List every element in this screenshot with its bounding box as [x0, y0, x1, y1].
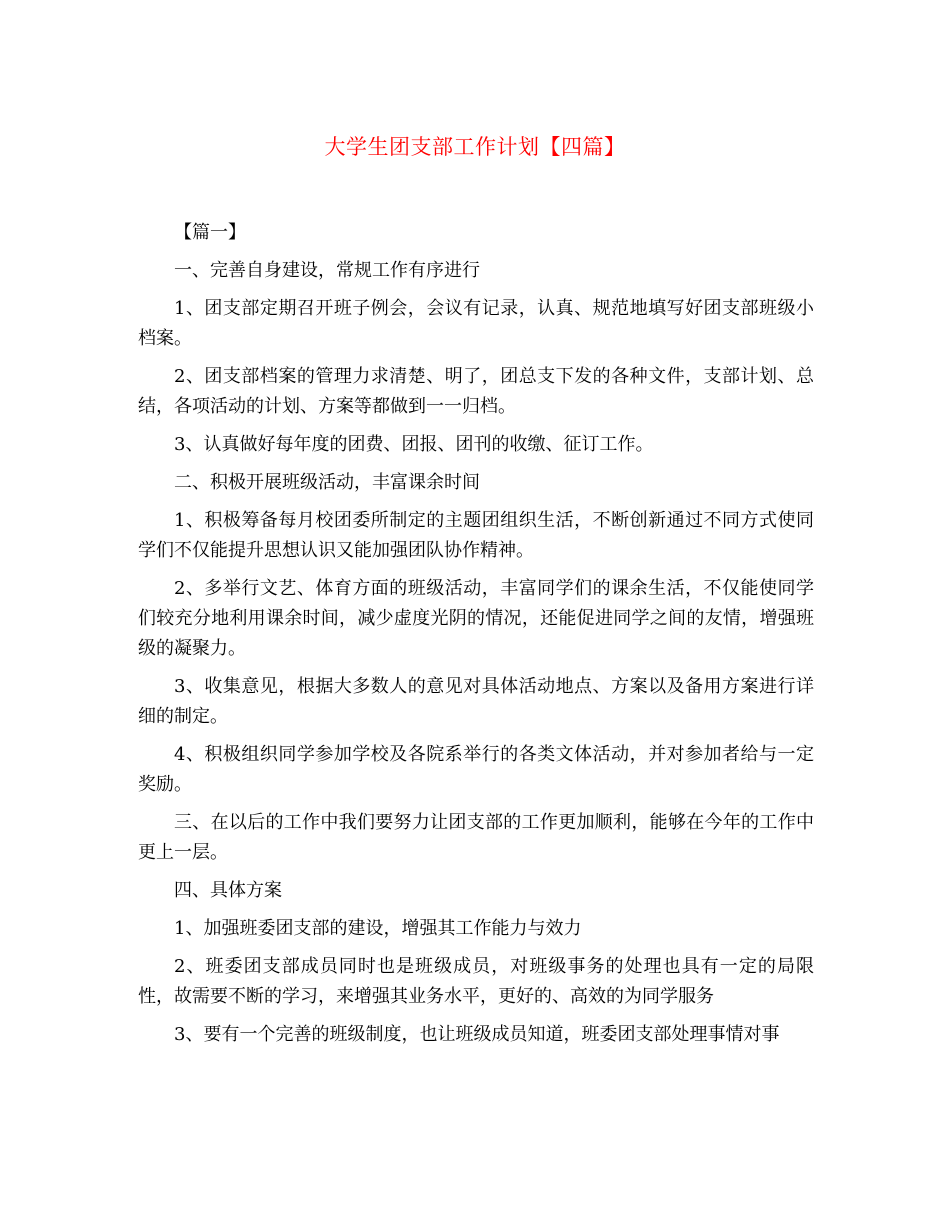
paragraph: 3、认真做好每年度的团费、团报、团刊的收缴、征订工作。 [174, 434, 654, 455]
section-heading-part-one: 【篇一】 [174, 222, 246, 243]
paragraph: 2、团支部档案的管理力求清楚、明了，团总支下发的各种文件，支部计划、总结，各项活动的计划、方案等都做到一一归档。 [138, 366, 814, 417]
paragraph: 2、班委团支部成员同时也是班级成员，对班级事务的处理也具有一定的局限性，故需要不断的学习，来增强其业务水平，更好的、高效的为同学服务 [138, 956, 814, 1007]
heading-1: 一、完善自身建设，常规工作有序进行 [174, 260, 480, 281]
document-body [138, 218, 814, 1058]
paragraph: 4、积极组织同学参加学校及各院系举行的各类文体活动，并对参加者给与一定奖励。 [138, 744, 814, 795]
document-title: 大学生团支部工作计划【四篇】 [324, 135, 626, 159]
heading-3: 三、在以后的工作中我们要努力让团支部的工作更加顺利，能够在今年的工作中更上一层。 [138, 812, 814, 863]
paragraph: 1、团支部定期召开班子例会，会议有记录，认真、规范地填写好团支部班级小档案。 [138, 298, 814, 349]
paragraph: 1、加强班委团支部的建设，增强其工作能力与效力 [174, 918, 582, 939]
paragraph: 1、积极筹备每月校团委所制定的主题团组织生活，不断创新通过不同方式使同学们不仅能提升思想认识又能加强团队协作精神。 [138, 510, 814, 561]
paragraph: 2、多举行文艺、体育方面的班级活动，丰富同学们的课余生活，不仅能使同学们较充分地利用课余时间，减少虚度光阴的情况，还能促进同学之间的友情，增强班级的凝聚力。 [138, 578, 814, 659]
heading-2: 二、积极开展班级活动，丰富课余时间 [174, 472, 480, 493]
paragraph: 3、收集意见，根据大多数人的意见对具体活动地点、方案以及备用方案进行详细的制定。 [138, 676, 814, 727]
paragraph: 3、要有一个完善的班级制度，也让班级成员知道，班委团支部处理事情对事 [174, 1024, 780, 1045]
heading-4: 四、具体方案 [174, 880, 282, 901]
